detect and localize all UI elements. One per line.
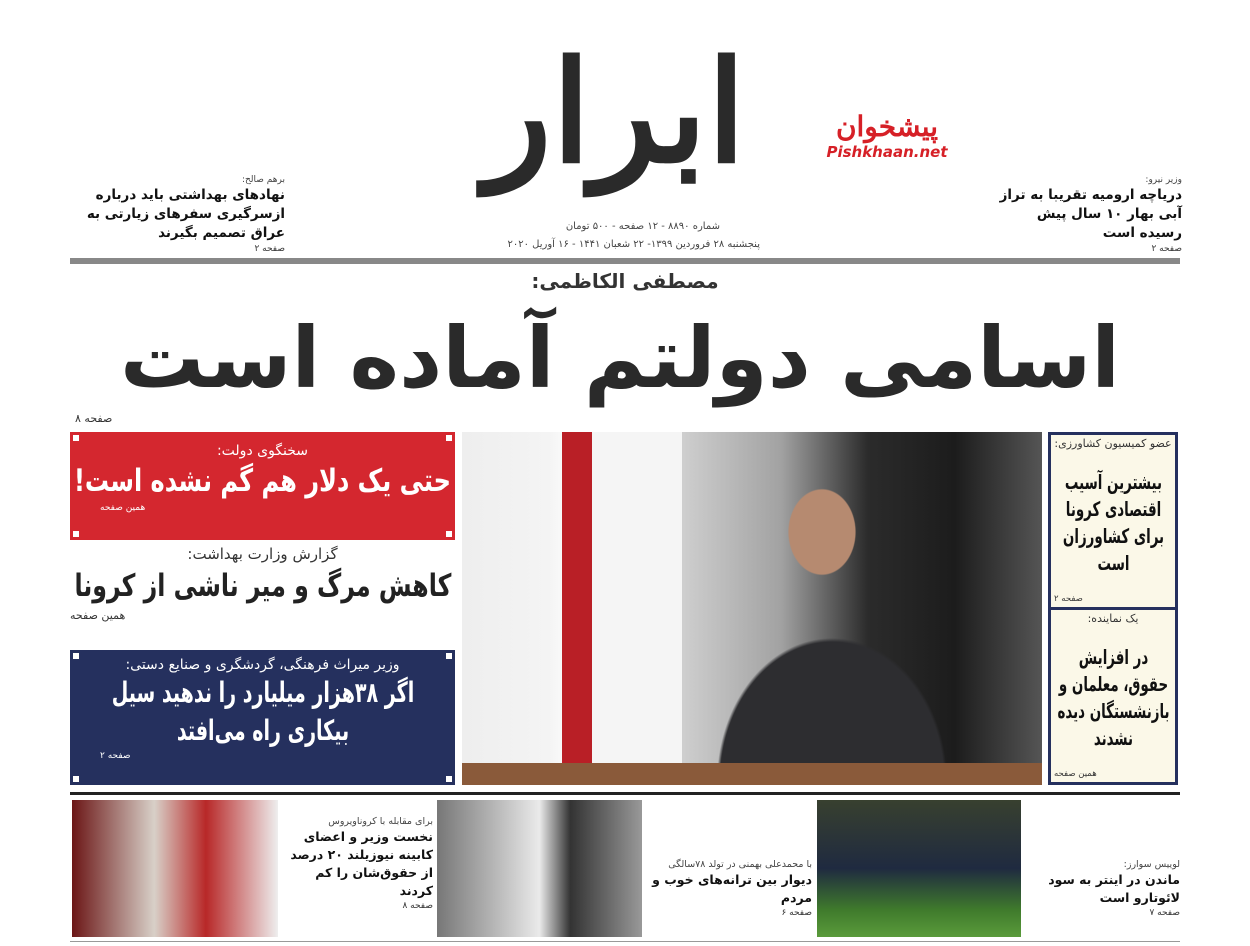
headline: در افزایش حقوق، معلمان و بازنشستگان دیده نشدند — [1056, 644, 1170, 750]
headline: بیشترین آسیب اقتصادی کرونا برای کشاورزان است — [1062, 469, 1164, 575]
pishkhaan-watermark — [812, 110, 962, 210]
photo-poet — [437, 800, 642, 937]
kicker: برهم صالح: — [241, 175, 285, 185]
flag-red-stripe — [562, 432, 592, 785]
page-ref: همین صفحه — [1054, 769, 1097, 779]
person-figure — [662, 452, 982, 785]
kicker: وزیر میراث فرهنگی، گردشگری و صنایع دستی: — [125, 657, 400, 673]
right-column — [1048, 432, 1178, 785]
page-ref: صفحه ۷ — [1149, 908, 1180, 918]
lead-page-ref: صفحه ۸ — [75, 412, 113, 425]
headline: اگر ۳۸هزار میلیارد را ندهید سیل بیکاری راه می‌افتد — [111, 676, 414, 747]
page-ref: صفحه ۲ — [1151, 244, 1182, 254]
page-ref: صفحه ۲ — [254, 244, 285, 254]
page-ref: صفحه ۲ — [100, 751, 131, 761]
lead-headline[interactable]: اسامی دولتم آماده است — [119, 309, 1121, 407]
right-story-1[interactable] — [1051, 435, 1175, 607]
bottom-story-1[interactable] — [281, 815, 433, 912]
page-ref: صفحه ۸ — [402, 901, 433, 911]
photo-football — [817, 800, 1021, 937]
headline: حتی یک دلار هم گم نشده است! — [74, 463, 452, 499]
page-ref: صفحه ۲ — [1054, 594, 1083, 604]
bottom-rule — [70, 941, 1180, 942]
kicker: یک نماینده: — [1087, 612, 1139, 625]
lead-kicker: مصطفی الکاظمی: — [531, 269, 719, 293]
headline: دیوار بین ترانه‌های خوب و مردم — [652, 872, 812, 905]
kicker: لوییس سوارز: — [1123, 859, 1180, 870]
top-right-teaser[interactable] — [990, 174, 1182, 255]
watermark-en: Pishkhaan.net — [826, 143, 948, 161]
headline: نخست وزیر و اعضای کابینه نیوزیلند ۲۰ درصد از حقوق‌شان را کم کردند — [290, 829, 433, 898]
desk — [462, 763, 1042, 785]
issue-line: شماره ۸۸۹۰ - ۱۲ صفحه - ۵۰۰ تومان — [565, 221, 720, 232]
page-ref: همین صفحه — [70, 609, 126, 622]
bottom-story-2[interactable] — [646, 858, 812, 919]
health-story[interactable] — [70, 545, 455, 623]
headline: نهادهای بهداشتی باید درباره ازسرگیری سفرهای زیارتی به عراق تصمیم بگیرند — [86, 187, 285, 241]
divider-line — [70, 792, 1180, 795]
kicker: با محمدعلی بهمنی در تولد ۷۸سالگی — [668, 859, 812, 870]
right-story-2[interactable] — [1051, 610, 1175, 782]
bottom-story-3[interactable] — [1025, 858, 1180, 919]
date-line: پنجشنبه ۲۸ فروردین ۱۳۹۹- ۲۲ شعبان ۱۴۴۱ - ۱۶ آوریل ۲۰۲۰ — [507, 239, 760, 250]
photo-new-zealand-pm — [72, 800, 278, 937]
kicker: عضو کمیسیون کشاورزی: — [1054, 437, 1172, 450]
navy-box-story[interactable] — [70, 650, 455, 785]
page-ref: صفحه ۶ — [781, 908, 812, 918]
headline: دریاچه ارومیه تقریبا به تراز آبی بهار ۱۰ سال پیش رسیده است — [999, 187, 1182, 241]
kicker: وزیر نیرو: — [1145, 175, 1182, 185]
divider-bar — [70, 258, 1180, 264]
headline: ماندن در اینتر به سود لائوتارو است — [1048, 872, 1180, 905]
newspaper-logo: ابرار — [484, 31, 746, 195]
lead-photo — [462, 432, 1042, 785]
watermark-fa: پیشخوان — [835, 110, 939, 143]
lead-headline-container — [70, 308, 1170, 408]
top-left-teaser[interactable] — [70, 174, 285, 255]
page-ref: همین صفحه — [100, 503, 146, 513]
red-box-story[interactable] — [70, 432, 455, 540]
headline: کاهش مرگ و میر ناشی از کرونا — [74, 568, 452, 604]
kicker: برای مقابله با کروناویروس — [328, 816, 433, 827]
kicker: گزارش وزارت بهداشت: — [187, 545, 338, 563]
kicker: سخنگوی دولت: — [216, 443, 309, 459]
